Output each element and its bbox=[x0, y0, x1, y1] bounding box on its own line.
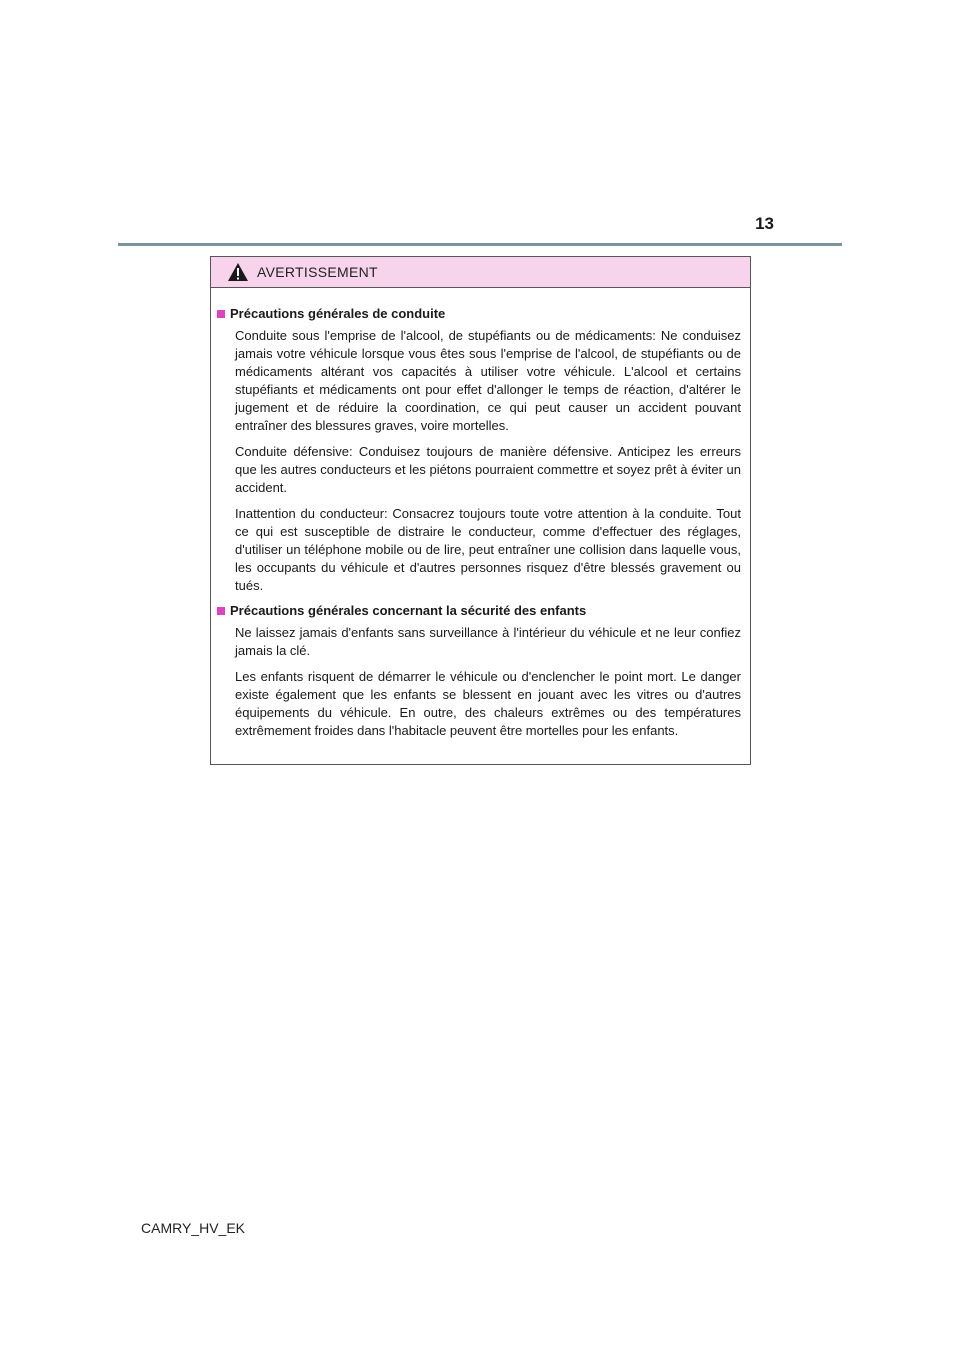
paragraph: Conduite sous l'emprise de l'alcool, de stupéfiants ou de médicaments: Ne conduisez jamais votre véhicule lorsque vous êtes sous l'emprise de l'alcool, de stupéfiants ou de médicaments altérant vos capacités à utiliser votre véhicule. L'alcool et certains stupéfiants et médicaments ont pour effet d'allonger le temps de réaction, d'altérer le jugement et de réduire la coordination, ce qui peut causer un accident pouvant entraîner des blessures graves, voire mortelles. bbox=[235, 328, 741, 433]
section-heading bbox=[217, 306, 741, 321]
warning-triangle-icon bbox=[227, 262, 249, 282]
header-rule bbox=[118, 243, 842, 246]
warning-box bbox=[210, 256, 751, 765]
page-number: 13 bbox=[755, 214, 774, 233]
section-heading-text: Précautions générales concernant la sécurité des enfants bbox=[230, 603, 587, 618]
square-bullet-icon bbox=[217, 607, 225, 615]
paragraph: Inattention du conducteur: Consacrez toujours toute votre attention à la conduite. Tout ce qui est susceptible de distraire le conducteur, comme d'effectuer des réglages, d'utiliser un téléphone mobile ou de lire, peut entraîner une collision dans laquelle vous, les occupants du véhicule et d'autres personnes risquez d'être blessés gravement ou tués. bbox=[235, 506, 741, 593]
warning-body bbox=[211, 288, 750, 740]
paragraph: Ne laissez jamais d'enfants sans surveillance à l'intérieur du véhicule et ne leur confiez jamais la clé. bbox=[235, 625, 741, 658]
warning-header bbox=[211, 257, 750, 288]
paragraph: Conduite défensive: Conduisez toujours de manière défensive. Anticipez les erreurs que les autres conducteurs et les piétons pourraient commettre et soyez prêt à éviter un accident. bbox=[235, 444, 741, 495]
section-heading-text: Précautions générales de conduite bbox=[230, 306, 446, 321]
paragraph: Les enfants risquent de démarrer le véhicule ou d'enclencher le point mort. Le danger existe également que les enfants se blessent en jouant avec les vitres ou d'autres équipements du véhicule. En outre, des chaleurs extrêmes ou des températures extrêmement froides dans l'habitacle peuvent être mortelles pour les enfants. bbox=[235, 669, 741, 738]
warning-title: AVERTISSEMENT bbox=[257, 264, 378, 280]
section-heading bbox=[217, 603, 741, 618]
footer-code: CAMRY_HV_EK bbox=[141, 1220, 246, 1236]
square-bullet-icon bbox=[217, 310, 225, 318]
